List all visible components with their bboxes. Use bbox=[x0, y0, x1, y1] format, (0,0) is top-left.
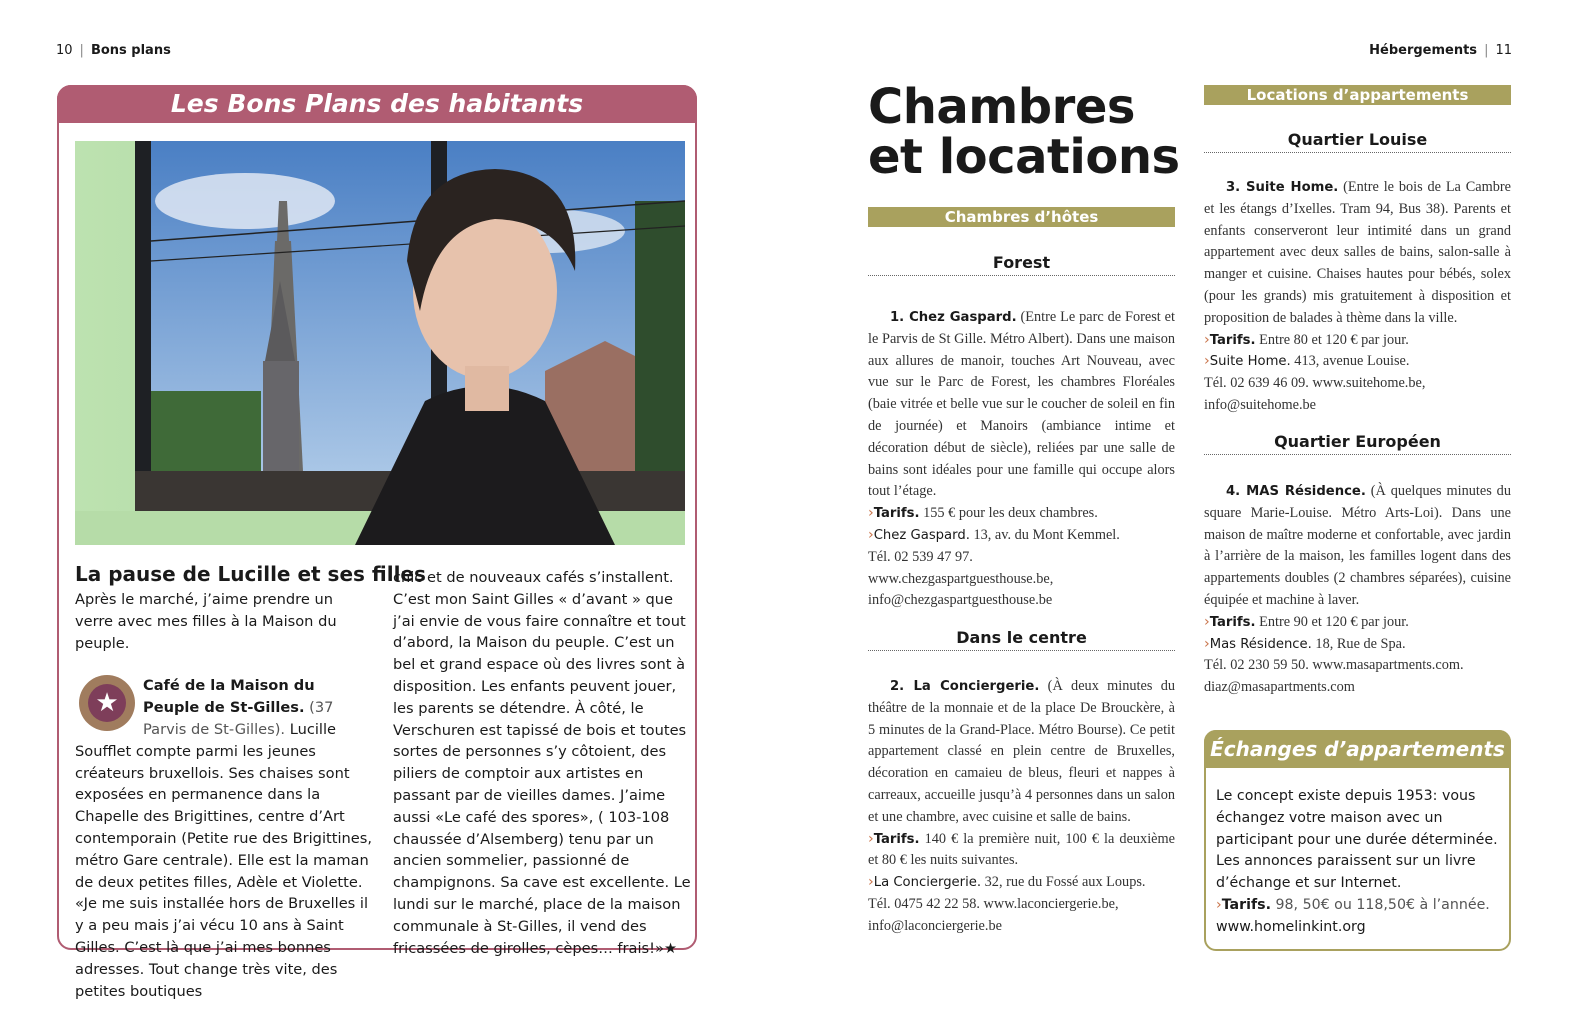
district-europeen: Quartier Européen bbox=[1204, 432, 1511, 455]
echanges-box bbox=[1204, 730, 1511, 951]
article-column-1 bbox=[75, 589, 375, 1002]
venue-address: (37 Parvis de St-Gilles). bbox=[143, 699, 334, 738]
page-title: Chambres et locations bbox=[868, 79, 1180, 185]
listing-suite-home: 3. Suite Home. (Entre le bois de La Cambre et les étangs d’Ixelles. Tram 94, Bus 38). Parents et enfants conserveront leur intimité dans un grand appartement avec deux salles de bains, salon-salle à manger et cuisine. Chaises hautes pour bébés, solex (pour les grands) mis gratuitement à disposition et proposition de balades à thème dans la ville. ›Tarifs. Entre 80 et 120 € par jour. ›Suite Home. 413, avenue Louise. Tél. 02 639 46 09. www.suitehome.be, info@suitehome.be bbox=[1204, 179, 1511, 413]
listing-la-conciergerie: 2. La Conciergerie. (À deux minutes du théâtre de la monnaie et de la place De Brouckère, à 5 minutes de la Grand-Place. Métro Bourse). Ce petit appartement classé en plein centre de Bruxelles, décoration en camaieu de bleus, fleuri et nappes à carreaux, accueille jusqu’à 4 personnes dans un salon et une chambre, avec cuisine et salle de bains. ›Tarifs. 140 € la première nuit, 100 € la deuxième et 80 € les nuits suivantes. ›La Conciergerie. 32, rue du Fossé aux Loups. Tél. 0475 42 22 58. www.laconciergerie.be, info@laconciergerie.be bbox=[868, 678, 1175, 934]
page-number: 10 bbox=[56, 43, 73, 58]
district-forest: Forest bbox=[868, 253, 1175, 276]
echanges-heading: Échanges d’appartements bbox=[1204, 730, 1511, 768]
district-louise: Quartier Louise bbox=[1204, 130, 1511, 153]
district-centre: Dans le centre bbox=[868, 628, 1175, 651]
echanges-body: Le concept existe depuis 1953: vous échangez votre maison avec un participant pour une durée déterminée. Les annonces paraissent sur un livre d’échange et sur Internet. ›Tarifs. 98, 50€ ou 118,50€ à l’année. www.homelinkint.org bbox=[1216, 788, 1498, 935]
listing-mas-residence: 4. MAS Résidence. (À quelques minutes du square Marie-Louise. Métro Arts-Loi). Dans une maison de maître moderne et confortable, avec jardin à l’arrière de la maison, les familles logent dans des appartements doubles (2 chambres séparées), cuisine équipée et machine à laver. ›Tarifs. Entre 90 et 120 € par jour. ›Mas Résidence. 18, Rue de Spa. Tél. 02 230 59 50. www.masapartments.com. diaz@masapartments.com bbox=[1204, 483, 1511, 696]
listing-chez-gaspard: 1. Chez Gaspard. (Entre Le parc de Forest et le Parvis de St Gille. Métro Albert). Dans une maison aux allures de manoir, touches Art Nouveau, avec vue sur le Parc de Forest, les chambres Floréales (baie vitrée et belle vue sur le coucher de soleil en fin de journée) et Manoirs (ambiance intime et décoration début de siècle), reliées par une salle de bains sont idéales pour une famille qui occupe alors tout l’étage. ›Tarifs. 155 € pour les deux chambres. ›Chez Gaspard. 13, av. du Mont Kemmel. Tél. 02 539 47 97. www.chezgaspartguesthouse.be, info@chezgaspartguesthouse.be bbox=[868, 309, 1175, 609]
article-intro: Après le marché, j’aime prendre un verre avec mes filles à la Maison du peuple. bbox=[75, 591, 337, 652]
article-body-1: Lucille Soufflet compte parmi les jeunes créateurs bruxellois. Ses chaises sont exposées en permanence dans la Chapelle des Brigittines, centre d’Art contemporain (Petite rue des Brigittines, métro Gare centrale). Elle est la maman de deux petites filles, Adèle et Violette. «Je me suis installée hors de Bruxelles il y a peu mais j’ai vécu 10 ans à Saint Gilles. C’est là que j’ai mes bonnes adresses. Tout change très vite, des petites boutiques bbox=[75, 720, 372, 1000]
section-name: Bons plans bbox=[90, 43, 171, 58]
right-folio: Hébergements | 11 bbox=[1369, 43, 1512, 58]
article-body-2: chic et de nouveaux cafés s’installent. C’est mon Saint Gilles « d’avant » que j’ai envie de vous faire connaître et tout d’abord, la Maison du peuple. C’est un bel et grand espace où des livres sont à disposition. Les enfants peuvent jouer, les parents se détendre. À côté, le Verschuren est tapissé de bois et toutes sortes de personnes s’y côtoient, des piliers de comptoir aux artistes en passant par de vieilles dames. J’aime aussi «Le café des spores», ( 103-108 chaussée d’Alsemberg) tenu par un ancien sommelier, passionné de champignons. Sa cave est excellente. Le lundi sur le marché, place de la maison communale à St-Gilles, il vend des fricassées de girolles, cèpes… frais!»★ bbox=[393, 569, 691, 957]
page-number: 11 bbox=[1495, 43, 1512, 58]
chambres-bar: Chambres d’hôtes bbox=[868, 207, 1175, 227]
venue-name: Café de la Maison du Peuple de St-Gilles. bbox=[143, 677, 315, 717]
article-title: La pause de Lucille et ses filles bbox=[75, 562, 426, 586]
locations-bar: Locations d’appartements bbox=[1204, 85, 1511, 105]
bons-plans-heading: Les Bons Plans des habitants bbox=[57, 85, 697, 123]
left-folio: 10 | Bons plans bbox=[56, 43, 171, 58]
bons-plans-box bbox=[57, 85, 697, 1000]
portrait-photo bbox=[75, 141, 685, 545]
section-name: Hébergements bbox=[1369, 43, 1478, 58]
star-icon: ★ bbox=[79, 675, 135, 731]
article-column-2 bbox=[393, 567, 691, 959]
